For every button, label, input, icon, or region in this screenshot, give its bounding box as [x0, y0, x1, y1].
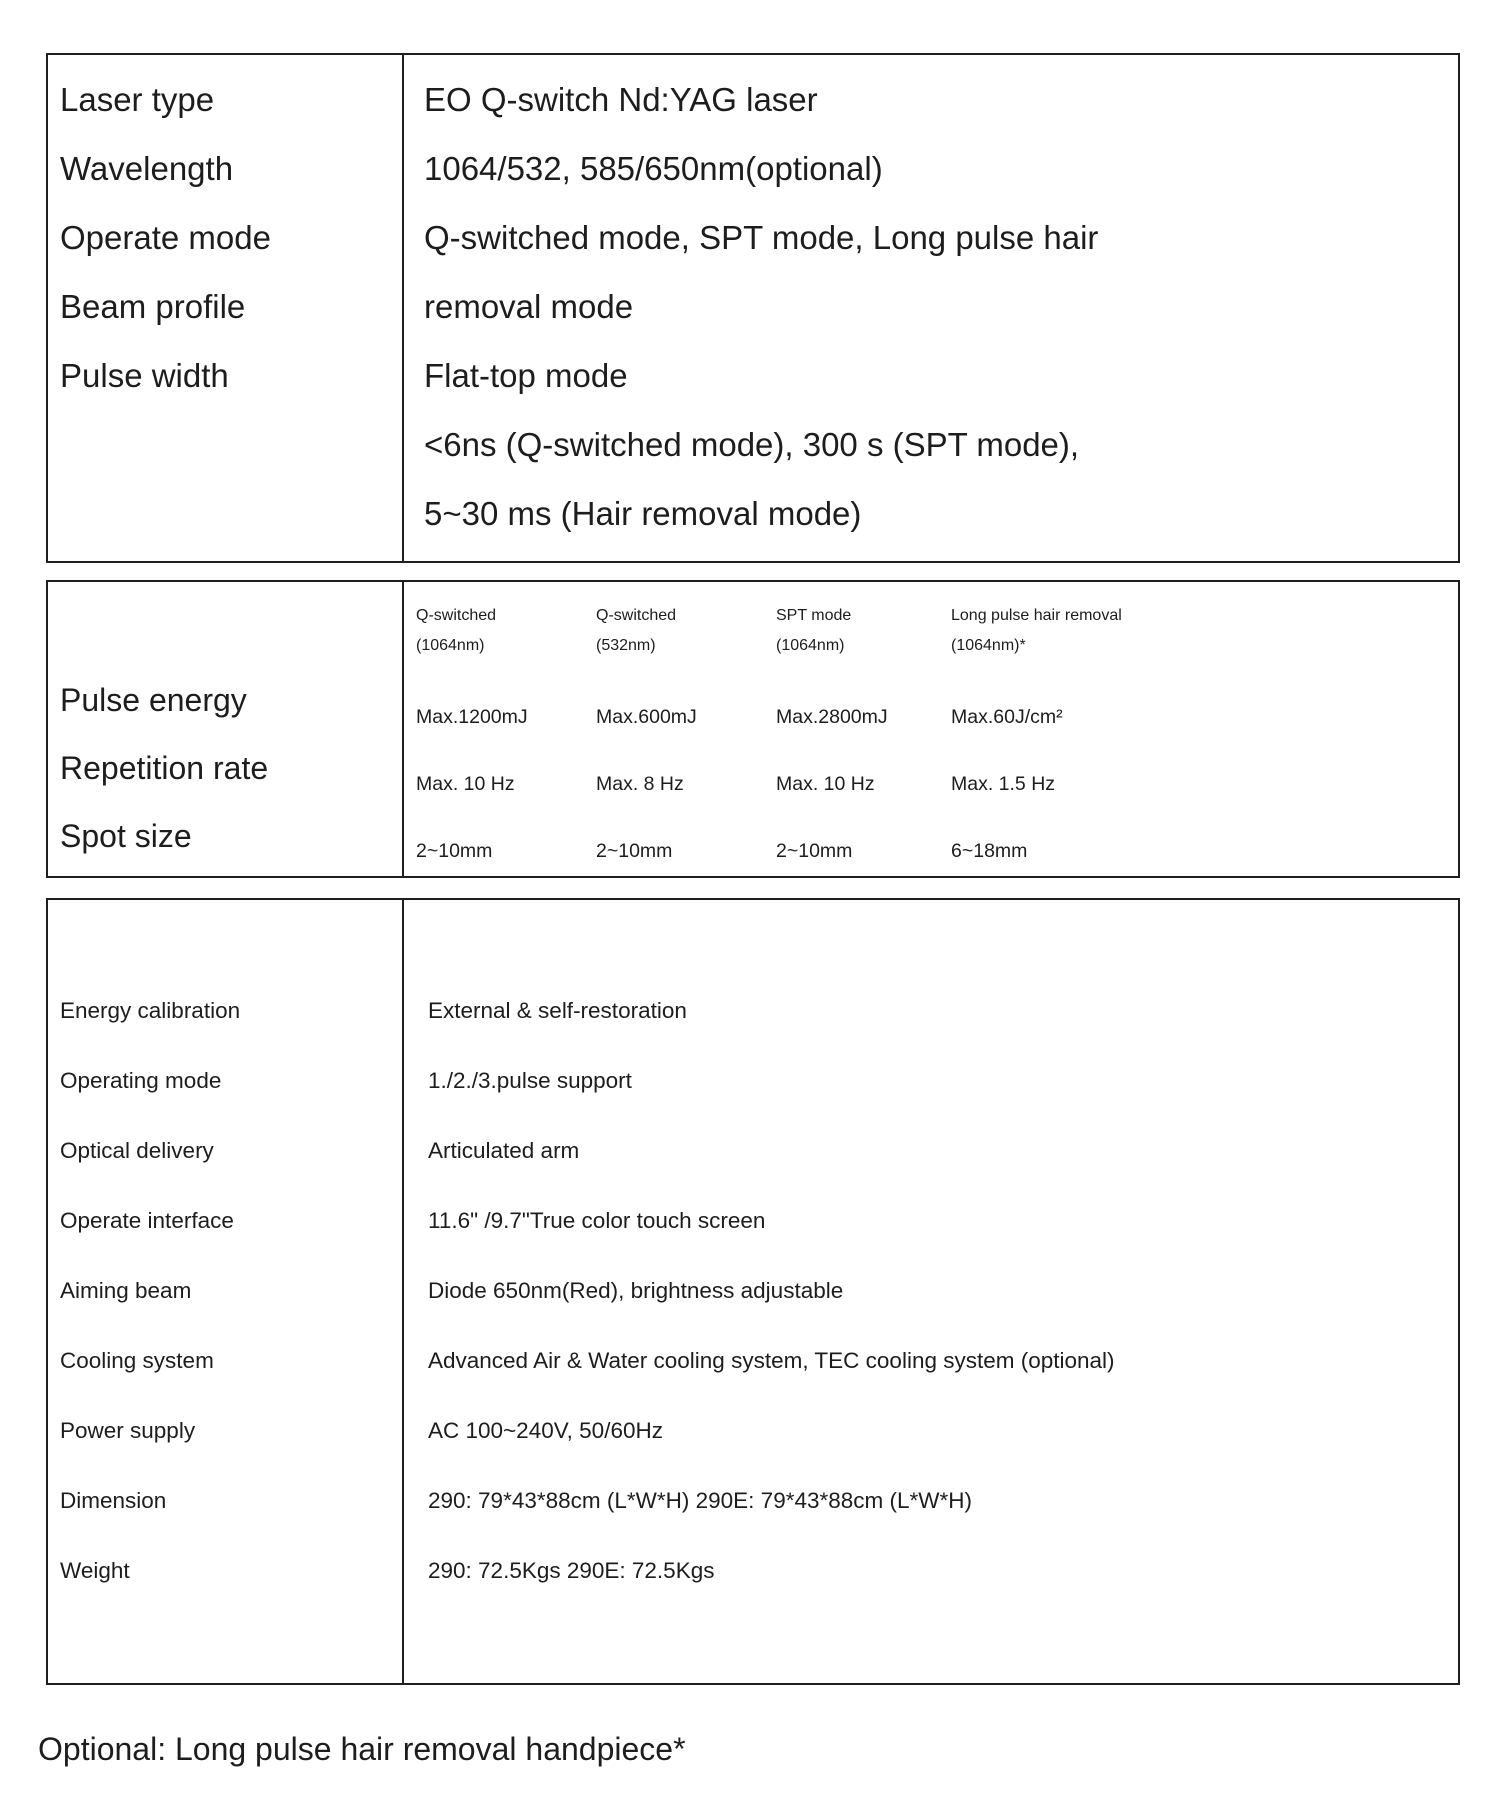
- spot-size-value: 2~10mm: [416, 840, 493, 862]
- spot-size-value: 2~10mm: [776, 840, 853, 862]
- spec-label: Operate interface: [60, 1208, 234, 1233]
- laser-overview-table: [46, 53, 1460, 563]
- pulse-parameters-labels-column: [48, 582, 404, 876]
- pulse-energy-value: Max.60J/cm²: [951, 706, 1063, 728]
- laser-overview-labels-column: [48, 55, 404, 561]
- spec-value: Advanced Air & Water cooling system, TEC cooling system (optional): [428, 1348, 1115, 1373]
- spec-value: Q-switched mode, SPT mode, Long pulse hair: [424, 219, 1099, 256]
- spec-label: Power supply: [60, 1418, 196, 1443]
- spec-label: Pulse energy: [60, 682, 247, 718]
- spec-label: Optical delivery: [60, 1138, 214, 1163]
- spec-label: Pulse width: [60, 357, 229, 394]
- repetition-rate-value: Max. 8 Hz: [596, 773, 684, 795]
- spec-label: Spot size: [60, 818, 192, 854]
- column-header: SPT mode: [776, 607, 852, 624]
- repetition-rate-value: Max. 10 Hz: [416, 773, 515, 795]
- spec-label: Operate mode: [60, 219, 271, 256]
- pulse-energy-value: Max.600mJ: [596, 706, 697, 728]
- column-header: Q-switched: [416, 607, 497, 624]
- column-header: Q-switched: [596, 607, 677, 624]
- spec-value: 11.6" /9.7"True color touch screen: [428, 1208, 766, 1233]
- spec-label: Laser type: [60, 81, 215, 118]
- spec-label: Aiming beam: [60, 1278, 192, 1303]
- column-subheader: (532nm): [596, 637, 656, 654]
- optional-handpiece-footnote: Optional: Long pulse hair removal handpiece*: [38, 1731, 686, 1767]
- spot-size-value: 2~10mm: [596, 840, 673, 862]
- spot-size-value: 6~18mm: [951, 840, 1028, 862]
- repetition-rate-value: Max. 1.5 Hz: [951, 773, 1056, 795]
- system-specs-values-column: [404, 900, 1458, 1683]
- column-subheader: (1064nm): [416, 637, 485, 654]
- spec-value: removal mode: [424, 288, 634, 325]
- spec-value: EO Q-switch Nd:YAG laser: [424, 81, 818, 118]
- pulse-energy-value: Max.2800mJ: [776, 706, 888, 728]
- pulse-energy-value: Max.1200mJ: [416, 706, 528, 728]
- spec-label: Wavelength: [60, 150, 234, 187]
- spec-value: 5~30 ms (Hair removal mode): [424, 495, 862, 532]
- spec-value: 290: 72.5Kgs 290E: 72.5Kgs: [428, 1558, 715, 1583]
- spec-label: Energy calibration: [60, 998, 241, 1023]
- laser-overview-values-column: [404, 55, 1458, 561]
- spec-value: 290: 79*43*88cm (L*W*H) 290E: 79*43*88cm (L*W*H): [428, 1488, 973, 1513]
- spec-value: Diode 650nm(Red), brightness adjustable: [428, 1278, 844, 1303]
- pulse-parameters-grid: [404, 582, 1458, 876]
- repetition-rate-value: Max. 10 Hz: [776, 773, 875, 795]
- system-specs-labels-column: [48, 900, 404, 1683]
- spec-value: Articulated arm: [428, 1138, 580, 1163]
- column-subheader: (1064nm): [776, 637, 845, 654]
- spec-value: Flat-top mode: [424, 357, 628, 394]
- spec-value: External & self-restoration: [428, 998, 687, 1023]
- spec-label: Operating mode: [60, 1068, 222, 1093]
- column-subheader: (1064nm)*: [951, 637, 1026, 654]
- spec-label: Weight: [60, 1558, 130, 1583]
- spec-value: <6ns (Q-switched mode), 300 s (SPT mode),: [424, 426, 1080, 463]
- pulse-parameters-table: [46, 580, 1460, 878]
- spec-value: 1./2./3.pulse support: [428, 1068, 632, 1093]
- spec-label: Cooling system: [60, 1348, 214, 1373]
- system-specs-table: [46, 898, 1460, 1685]
- spec-label: Beam profile: [60, 288, 246, 325]
- column-header: Long pulse hair removal: [951, 607, 1122, 624]
- spec-value: 1064/532, 585/650nm(optional): [424, 150, 883, 187]
- spec-label: Repetition rate: [60, 750, 269, 786]
- spec-label: Dimension: [60, 1488, 167, 1513]
- spec-value: AC 100~240V, 50/60Hz: [428, 1418, 663, 1443]
